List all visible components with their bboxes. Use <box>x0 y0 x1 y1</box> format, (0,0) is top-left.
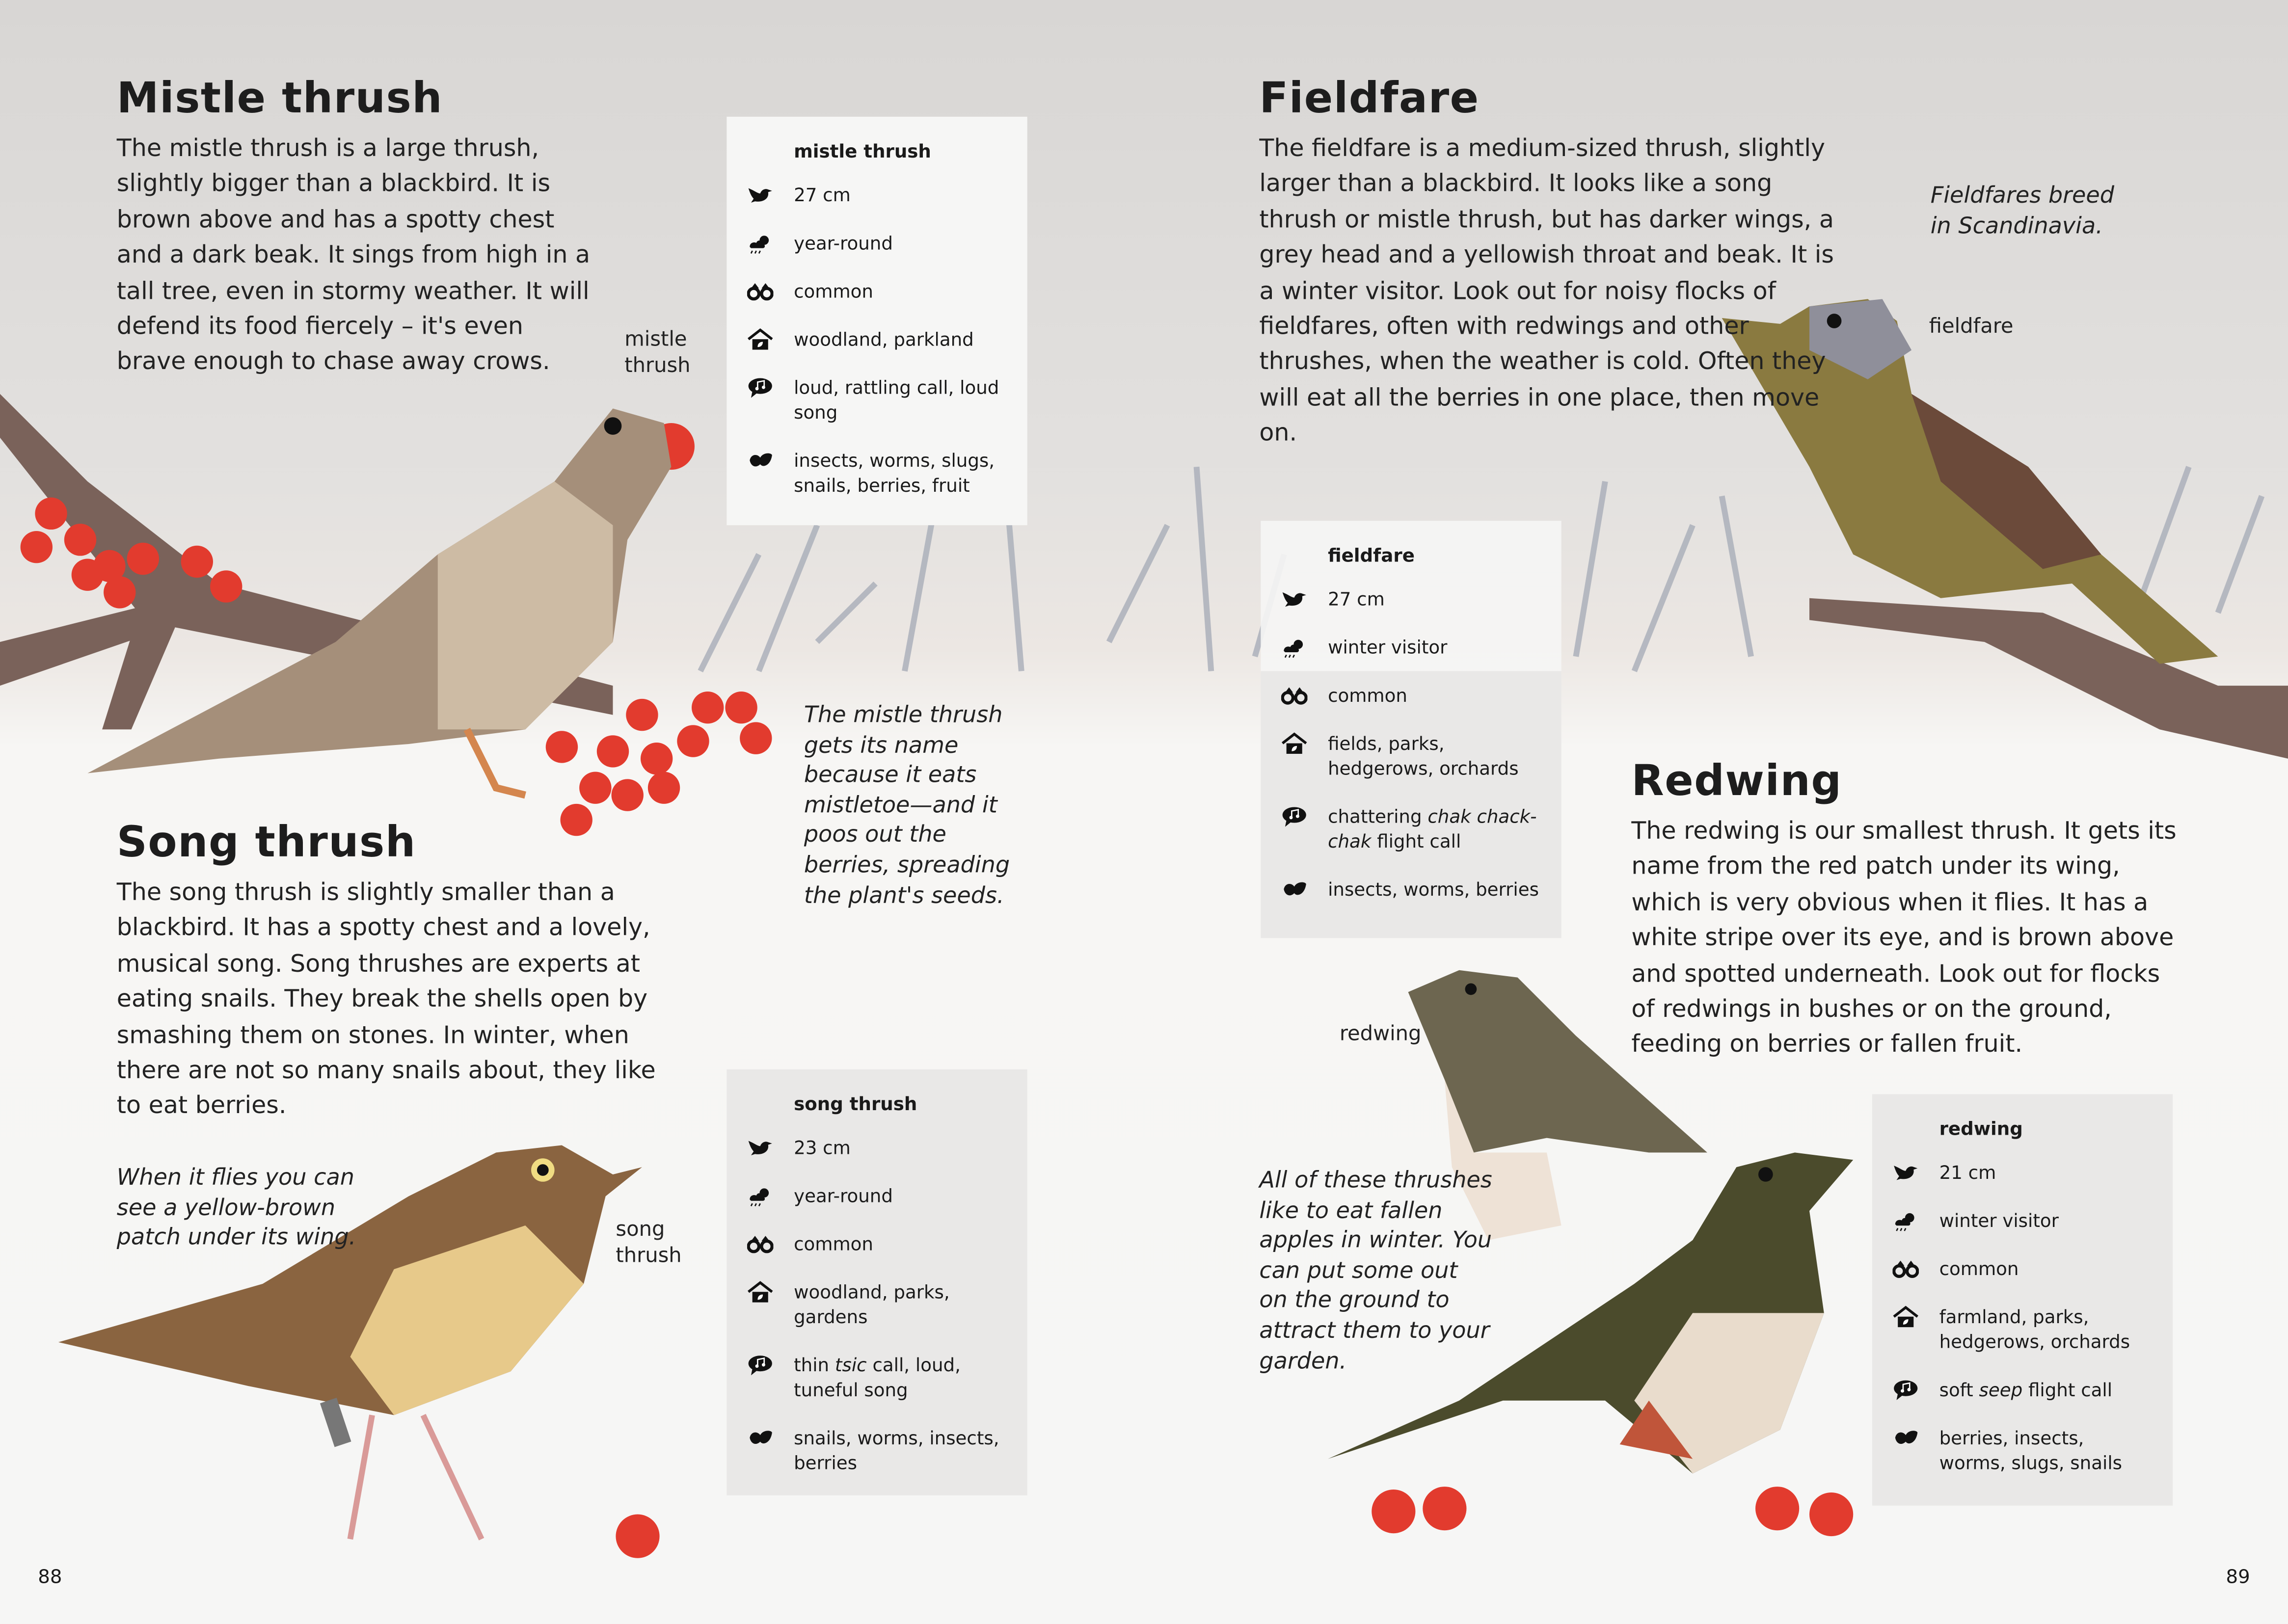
fact-value <box>1328 586 1385 612</box>
fact-box-title: redwing <box>1939 1118 2023 1140</box>
fact-value <box>794 1425 1007 1475</box>
fact-row-habitat <box>747 327 1007 352</box>
speech-music-icon <box>1892 1377 1939 1402</box>
fact-value <box>794 1231 873 1256</box>
fact-box-title: mistle thrush <box>794 140 931 162</box>
fact-row-habitat <box>747 1279 1007 1329</box>
mistle-thrush-heading: Mistle thrush <box>116 73 443 123</box>
fact-row-size <box>747 1135 1007 1160</box>
weather-icon <box>747 231 794 256</box>
fact-row-status <box>1281 683 1541 708</box>
fact-size: 27 cm <box>794 184 851 206</box>
mistle-thrush-description: The mistle thrush is a large thrush, slightly bigger than a blackbird. It is brown above and has a spotty chest and a dark beak. It sings from high in a tall tree, even in stormy weather. It will defend its food fiercely – it's even brave enough to chase away crows. <box>116 134 591 376</box>
fact-size: 23 cm <box>794 1136 851 1159</box>
weather-icon <box>1892 1208 1939 1233</box>
fact-value <box>794 448 1007 498</box>
fact-value <box>1328 683 1407 708</box>
fact-value <box>1328 877 1539 902</box>
speech-music-icon <box>1281 804 1328 829</box>
redwing-fact-box <box>1872 1094 2173 1505</box>
branch-right <box>1809 598 2288 759</box>
fact-value <box>794 1279 1007 1329</box>
fact-row-season <box>747 231 1007 256</box>
fact-value <box>794 1135 851 1160</box>
leaf-icon <box>747 1425 794 1450</box>
fact-food: insects, worms, slugs, snails, berries, fruit <box>794 449 995 496</box>
fact-row-food <box>747 448 1007 498</box>
fieldfare-note: Fieldfares breed in Scandinavia. <box>1930 182 2115 239</box>
fact-season: year-round <box>794 1184 893 1207</box>
redwing-label: redwing <box>1339 1022 1422 1046</box>
fieldfare-fact-box <box>1261 521 1561 938</box>
binoculars-icon <box>747 1231 794 1256</box>
voice-text-part: flight call <box>2022 1379 2113 1401</box>
fact-habitat: fields, parks, hedgerows, orchards <box>1328 732 1519 779</box>
fact-row-size <box>1892 1160 2152 1185</box>
fact-value <box>1939 1305 2153 1354</box>
fact-row-season <box>1892 1208 2152 1233</box>
house-leaf-icon <box>1892 1305 1939 1330</box>
fact-box-title: song thrush <box>794 1092 917 1115</box>
fact-row-voice <box>747 375 1007 425</box>
speech-music-icon <box>747 375 794 400</box>
fact-row-voice <box>1281 804 1541 853</box>
bird-icon <box>747 183 794 208</box>
fact-row-food <box>1281 877 1541 902</box>
fact-row-voice <box>747 1353 1007 1402</box>
fact-value <box>1328 804 1541 853</box>
leaf-icon <box>747 448 794 473</box>
fact-size: 21 cm <box>1939 1161 1996 1183</box>
fact-row-size <box>747 183 1007 208</box>
voice-text-part: soft <box>1939 1379 1979 1401</box>
mistle-thrush-note: The mistle thrush gets its name because it eats mistletoe—and it poos out the berries, spreading the plant's seeds. <box>804 701 1010 908</box>
fact-food: berries, insects, worms, slugs, snails <box>1939 1427 2122 1474</box>
fact-value <box>1328 731 1541 780</box>
fact-size: 27 cm <box>1328 587 1385 610</box>
fact-season: winter visitor <box>1328 636 1448 658</box>
song-thrush-description: The song thrush is slightly smaller than a blackbird. It has a spotty chest and a lovely, musical song. Song thrushes are experts at eating snails. They break the shells open by smashing them on stones. In winter, when there are not so many snails about, they like to eat berries. <box>116 878 656 1120</box>
fact-value <box>794 1183 893 1208</box>
fact-season: year-round <box>794 232 893 254</box>
bird-icon <box>1281 586 1328 612</box>
fact-row-voice <box>1892 1377 2152 1402</box>
fact-value <box>1939 1208 2059 1233</box>
fact-row-food <box>747 1425 1007 1475</box>
weather-icon <box>747 1183 794 1208</box>
fact-food: snails, worms, insects, berries <box>794 1427 999 1474</box>
voice-text-part: chak chack-chak <box>1328 805 1537 852</box>
fieldfare-description: The fieldfare is a medium-sized thrush, slightly larger than a blackbird. It looks like a song thrush or mistle thrush, but has darker wings, a grey head and a yellowish throat and beak. It is a winter visitor. Look out for noisy flocks of fieldfares, often with redwings and other thrushes, when the weather is cold. Often they will eat all the berries in one place, then move on. <box>1259 134 1834 447</box>
fact-value <box>1328 635 1447 660</box>
speech-music-icon <box>747 1353 794 1378</box>
fact-value <box>794 183 851 208</box>
fact-value <box>1939 1425 2153 1475</box>
fact-status: common <box>794 1232 873 1255</box>
mistle-thrush-label: mistle thrush <box>624 328 691 378</box>
fact-row-habitat <box>1892 1305 2152 1354</box>
fact-row-size <box>1281 586 1541 612</box>
fact-row-status <box>747 1231 1007 1256</box>
fact-food: insects, worms, berries <box>1328 878 1539 901</box>
house-leaf-icon <box>1281 731 1328 756</box>
voice-text-part: chattering <box>1328 805 1428 827</box>
bird-icon <box>1892 1160 1939 1185</box>
redwing-heading: Redwing <box>1631 755 1842 805</box>
fact-habitat: woodland, parks, gardens <box>794 1280 950 1328</box>
fieldfare-heading: Fieldfare <box>1259 73 1480 123</box>
leaf-icon <box>1892 1425 1939 1450</box>
fact-row-status <box>747 279 1007 304</box>
fact-status: common <box>1939 1257 2019 1279</box>
voice-text-part: call, loud, tuneful song <box>794 1354 961 1401</box>
binoculars-icon <box>1281 683 1328 708</box>
fieldfare-label: fieldfare <box>1929 315 2014 339</box>
house-leaf-icon <box>747 327 794 352</box>
redwing-description: The redwing is our smallest thrush. It gets its name from the red patch under its wing, which is very obvious when it flies. It has a white stripe over its eye, and is brown above and spotted underneath. Look out for flocks of redwings in bushes or on the ground, feeding on berries or fallen fruit. <box>1631 817 2177 1059</box>
bird-icon <box>747 1135 794 1160</box>
binoculars-icon <box>1892 1256 1939 1281</box>
redwing-note: All of these thrushes like to eat fallen apples in winter. You can put some out on the ground to attract them to your garden. <box>1259 1167 1492 1374</box>
song-thrush-label: song thrush <box>616 1218 682 1268</box>
fact-row-status <box>1892 1256 2152 1281</box>
fact-value <box>794 231 893 256</box>
fact-status: common <box>1328 684 1407 706</box>
fact-value <box>1939 1256 2019 1281</box>
fact-habitat: farmland, parks, hedgerows, orchards <box>1939 1305 2130 1353</box>
fact-value <box>794 327 974 352</box>
page-number-right: 89 <box>2226 1567 2250 1589</box>
fact-value <box>1939 1160 1996 1185</box>
mistle-thrush-fact-box <box>727 117 1027 525</box>
fact-box-title: fieldfare <box>1328 544 1415 566</box>
song-thrush-heading: Song thrush <box>116 817 416 867</box>
fact-row-food <box>1892 1425 2152 1475</box>
fact-row-habitat <box>1281 731 1541 780</box>
voice-text-part: flight call <box>1371 830 1461 852</box>
page-number-left: 88 <box>38 1567 62 1589</box>
fact-row-season <box>747 1183 1007 1208</box>
binoculars-icon <box>747 279 794 304</box>
voice-text-part: tsic <box>834 1354 867 1376</box>
fact-value <box>794 375 1007 425</box>
house-leaf-icon <box>747 1279 794 1305</box>
song-thrush-fact-box <box>727 1069 1027 1495</box>
song-thrush-note: When it flies you can see a yellow-brown patch under its wing. <box>116 1164 356 1251</box>
weather-icon <box>1281 635 1328 660</box>
fact-habitat: woodland, parkland <box>794 328 974 350</box>
voice-text-part: thin <box>794 1354 835 1376</box>
fact-value <box>794 1353 1007 1402</box>
fact-value <box>1939 1377 2112 1402</box>
voice-text-part: loud, rattling call, loud song <box>794 376 999 424</box>
fact-season: winter visitor <box>1939 1209 2059 1231</box>
leaf-icon <box>1281 877 1328 902</box>
voice-text-part: seep <box>1979 1379 2023 1401</box>
fact-value <box>794 279 873 304</box>
fact-status: common <box>794 280 873 302</box>
fact-row-season <box>1281 635 1541 660</box>
